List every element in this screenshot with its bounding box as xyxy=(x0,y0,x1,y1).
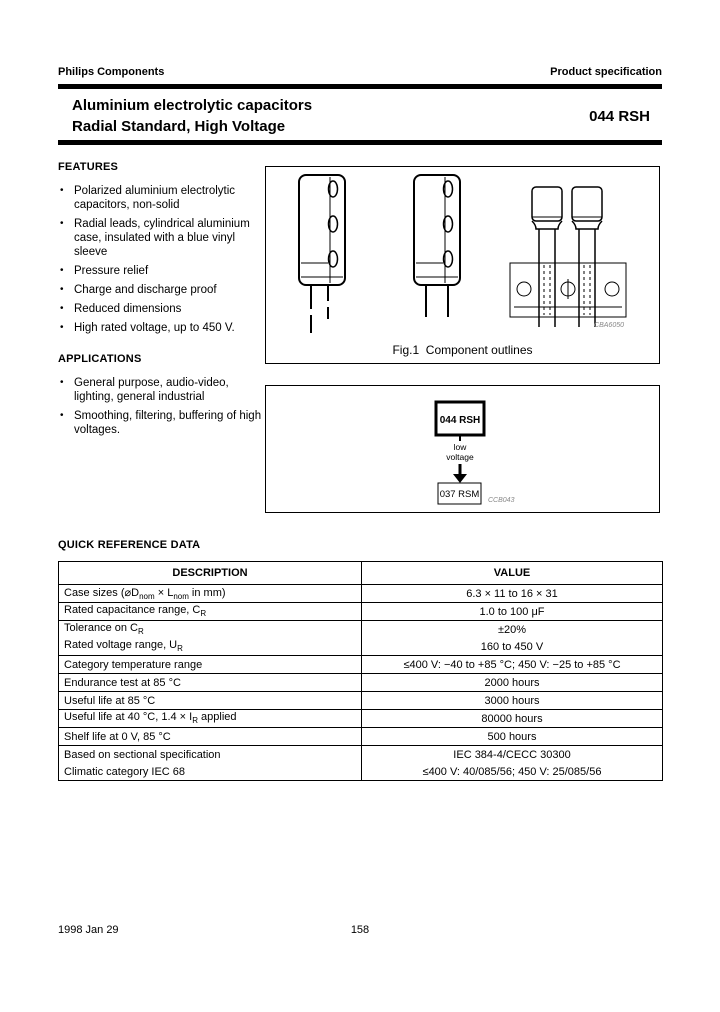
row-description: Tolerance on $C_R$ xyxy=(59,621,362,639)
list-item xyxy=(58,409,264,437)
list-item-text: Polarized aluminium electrolytic capacitors, non-solid xyxy=(74,185,236,211)
table-row xyxy=(59,763,663,781)
list-item-text: Smoothing, filtering, buffering of high voltages. xyxy=(74,410,262,436)
arrow-label-line2: voltage xyxy=(446,452,474,462)
figure1-caption: Fig.1 Component outlines xyxy=(392,343,533,357)
table-row xyxy=(59,585,663,603)
table-row xyxy=(59,746,663,764)
row-value: 3000 hours xyxy=(362,692,663,710)
row-value: 80000 hours xyxy=(362,710,663,728)
arrow-label-line1: low xyxy=(453,442,467,452)
footer-date: 1998 Jan 29 xyxy=(58,924,119,936)
features-list xyxy=(58,184,264,335)
title-line-1: Aluminium electrolytic capacitors xyxy=(72,97,313,114)
row-value: 6.3 × 11 to 16 × 31 xyxy=(362,585,663,603)
series-box-label: 044 RSH xyxy=(439,415,481,426)
column-header-value: VALUE xyxy=(362,562,663,585)
row-value: 160 to 450 V xyxy=(362,638,663,656)
list-item-text: Reduced dimensions xyxy=(74,303,182,315)
features-heading: FEATURES xyxy=(58,161,119,173)
table-row xyxy=(59,710,663,728)
bullet-icon: • xyxy=(60,185,64,196)
bullet-icon: • xyxy=(60,377,64,388)
applications-heading: APPLICATIONS xyxy=(58,353,142,365)
list-item xyxy=(58,283,264,297)
figure-component-outlines xyxy=(265,166,660,364)
page-number: 158 xyxy=(350,924,370,936)
list-item xyxy=(58,264,264,278)
list-item-text: Radial leads, cylindrical aluminium case, insulated with a blue vinyl sleeve xyxy=(74,218,250,258)
row-description: Endurance test at 85 °C xyxy=(59,674,362,692)
features-section xyxy=(58,161,264,340)
list-item xyxy=(58,302,264,316)
list-item-text: High rated voltage, up to 450 V. xyxy=(74,322,235,334)
list-item-text: Charge and discharge proof xyxy=(74,284,217,296)
table-row xyxy=(59,621,663,639)
list-item-text: Pressure relief xyxy=(74,265,149,277)
row-value: ≤400 V: −40 to +85 °C; 450 V: −25 to +85 °C xyxy=(362,656,663,674)
column-header-description: DESCRIPTION xyxy=(59,562,362,585)
table-row xyxy=(59,638,663,656)
row-description: Climatic category IEC 68 xyxy=(59,763,362,781)
vendor-name: Philips Components xyxy=(58,66,165,78)
row-value: 1.0 to 100 μF xyxy=(362,603,663,621)
table-row xyxy=(59,728,663,746)
capacitor-outline-drawing xyxy=(266,167,657,335)
row-description: Category temperature range xyxy=(59,656,362,674)
bullet-icon: • xyxy=(60,218,64,229)
row-value: 2000 hours xyxy=(362,674,663,692)
row-description: Rated capacitance range, $C_R$ xyxy=(59,603,362,621)
bullet-icon: • xyxy=(60,410,64,421)
qrd-heading: QUICK REFERENCE DATA xyxy=(58,539,201,551)
drawing-code: CCB043 xyxy=(488,497,515,504)
row-description: Useful life at 85 °C xyxy=(59,692,362,710)
row-value: IEC 384-4/CECC 30300 xyxy=(453,748,571,761)
row-value: 500 hours xyxy=(362,728,663,746)
header-rule-bottom xyxy=(58,140,662,145)
family-tree-drawing xyxy=(266,386,657,510)
list-item xyxy=(58,184,264,212)
table-row xyxy=(59,656,663,674)
bullet-icon: • xyxy=(60,303,64,314)
table-row xyxy=(59,674,663,692)
row-value: ±20% xyxy=(497,623,527,636)
applications-list xyxy=(58,376,264,437)
title-line-2: Radial Standard, High Voltage xyxy=(72,118,286,135)
row-description: Based on sectional specification xyxy=(59,746,362,764)
row-description: Rated voltage range, $U_R$ xyxy=(59,638,362,656)
bullet-icon: • xyxy=(60,265,64,276)
table-header-row xyxy=(59,562,663,585)
list-item xyxy=(58,376,264,404)
page-title xyxy=(58,95,312,137)
quick-reference-table xyxy=(58,561,663,781)
applications-section xyxy=(58,353,264,442)
list-item xyxy=(58,217,264,259)
list-item xyxy=(58,321,264,335)
bullet-icon: • xyxy=(60,284,64,295)
drawing-code: CBA6050 xyxy=(594,322,624,329)
figure-family-tree xyxy=(265,385,660,513)
table-row xyxy=(59,692,663,710)
list-item-text: General purpose, audio-video, lighting, general industrial xyxy=(74,377,229,403)
row-description: Useful life at 40 °C, $1.4 \times I_R$ applied xyxy=(59,710,362,728)
title-block xyxy=(58,93,662,139)
bullet-icon: • xyxy=(60,322,64,333)
row-description: Case sizes ($⌀D_{nom} \times L_{nom}$ in mm) xyxy=(59,585,362,603)
row-description: Shelf life at 0 V, 85 °C xyxy=(59,728,362,746)
product-code: 044 RSH xyxy=(589,107,650,125)
table-row xyxy=(59,603,663,621)
spec-type-label: Product specification xyxy=(550,66,662,78)
related-series-label: 037 RSM xyxy=(439,489,480,500)
page-header xyxy=(58,66,662,78)
header-rule-top xyxy=(58,84,662,89)
row-value: ≤400 V: 40/085/56; 450 V: 25/085/56 xyxy=(362,763,663,781)
